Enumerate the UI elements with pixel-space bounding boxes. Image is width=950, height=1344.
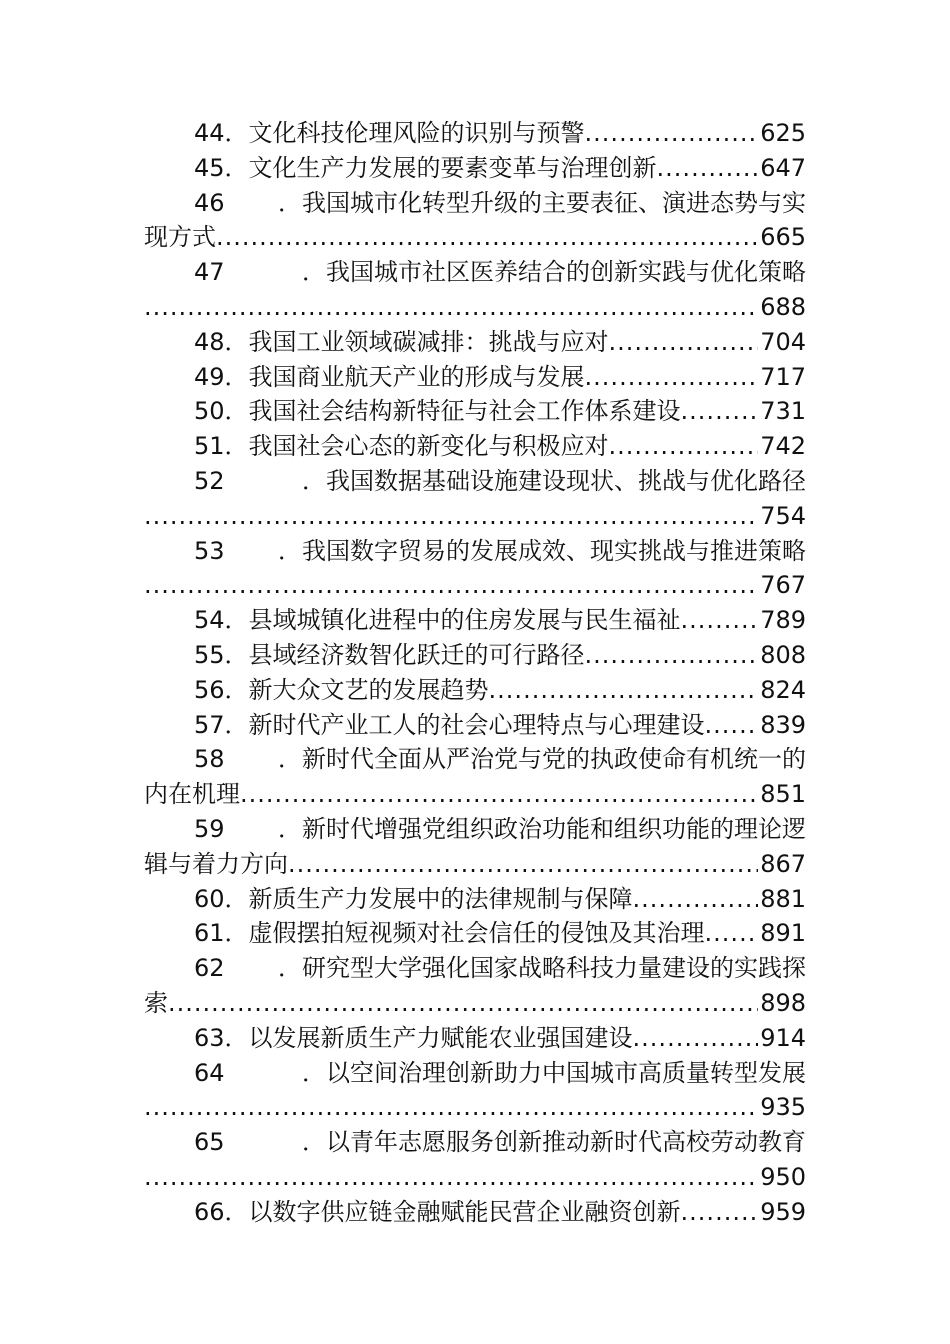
toc-entry-page: 647 [760,153,806,182]
dot-leader [681,1195,759,1230]
toc-entry-page: 704 [760,327,806,356]
toc-entry-number: 46 [194,188,225,217]
toc-entry[interactable] [144,742,806,812]
dot-leader [681,394,759,429]
toc-entry-title: ．我国城市化转型升级的主要表征、演进态势与实 [278,188,806,217]
dot-leader [489,673,759,708]
toc-entry-number: 47 [194,258,225,287]
toc-entry-page: 754 [760,501,806,530]
dot-leader [633,882,759,917]
toc-entry-title: ．我国城市社区医养结合的创新实践与优化策略 [302,258,806,287]
toc-entry-title: ．县域城镇化进程中的住房发展与民生福祉 [224,606,681,635]
dot-leader [609,429,759,464]
toc-entry[interactable] [144,882,806,917]
toc-entry-title: ．我国数据基础设施建设现状、挑战与优化路径 [302,466,806,495]
dot-leader [144,568,758,603]
toc-entry-title-continued: 索 [144,988,168,1017]
toc-entry-title: ．新时代全面从严治党与党的执政使命有机统一的 [278,745,806,774]
toc-entry-number: 45 [194,153,225,182]
toc-entry[interactable] [144,534,806,604]
dot-leader [633,1021,759,1056]
toc-entry-number: 65 [194,1128,225,1157]
toc-entry-number: 55 [194,640,225,669]
toc-entry-number: 56 [194,675,225,704]
dot-leader [705,916,759,951]
toc-entry-title: ．文化生产力发展的要素变革与治理创新 [224,153,657,182]
dot-leader [585,638,759,673]
toc-entry-number: 61 [194,919,225,948]
dot-leader [144,290,758,325]
toc-entry-title: ．新大众文艺的发展趋势 [224,675,489,704]
toc-entry-page: 824 [760,675,806,704]
toc-entry-page: 839 [760,710,806,739]
toc-entry[interactable] [144,1195,806,1230]
toc-entry-title: ．我国商业航天产业的形成与发展 [224,362,585,391]
toc-entry[interactable] [144,360,806,395]
toc-entry-page: 914 [760,1023,806,1052]
toc-entry-title: ．以青年志愿服务创新推动新时代高校劳动教育 [302,1128,806,1157]
dot-leader [609,325,759,360]
toc-entry-number: 53 [194,536,225,565]
toc-entry-page: 950 [760,1162,806,1191]
toc-entry[interactable] [144,394,806,429]
toc-entry-page: 665 [760,223,806,252]
toc-entry-title: ．我国社会心态的新变化与积极应对 [224,432,609,461]
toc-entry-title: ．以发展新质生产力赋能农业强国建设 [224,1023,633,1052]
dot-leader [681,603,759,638]
toc-entry[interactable] [144,255,806,325]
toc-entry-number: 64 [194,1058,225,1087]
toc-entry[interactable] [144,464,806,534]
toc-entry[interactable] [144,603,806,638]
toc-entry[interactable] [144,951,806,1021]
toc-entry-title: ．我国工业领域碳减排：挑战与应对 [224,327,609,356]
toc-entry[interactable] [144,116,806,151]
toc-entry-number: 57 [194,710,225,739]
dot-leader [144,1160,758,1195]
toc-entry-title-continued: 辑与着力方向 [144,849,288,878]
toc-entry-title-continued: 内在机理 [144,780,240,809]
toc-entry-page: 898 [760,988,806,1017]
toc-entry-page: 867 [760,849,806,878]
toc-entry-page: 688 [760,292,806,321]
dot-leader [585,360,759,395]
toc-entry-page: 731 [760,397,806,426]
toc-entry-page: 881 [760,884,806,913]
dot-leader [144,1090,758,1125]
toc-entry-page: 717 [760,362,806,391]
toc-entry-title: ．县域经济数智化跃迁的可行路径 [224,640,585,669]
toc-entry-number: 50 [194,397,225,426]
dot-leader [168,986,758,1021]
toc-entry-number: 58 [194,745,225,774]
toc-entry[interactable] [144,673,806,708]
toc-entry-page: 959 [760,1197,806,1226]
toc-entry-title: ．以空间治理创新助力中国城市高质量转型发展 [302,1058,806,1087]
toc-entry-page: 789 [760,606,806,635]
toc-entry-number: 44 [194,119,225,147]
toc-entry-title: ．新时代增强党组织政治功能和组织功能的理论逻 [278,814,806,843]
toc-entry-title-continued: 现方式 [144,223,216,252]
dot-leader [657,151,759,186]
toc-entry[interactable] [144,1125,806,1195]
toc-entry-number: 59 [194,814,225,843]
toc-entry-title: ．我国社会结构新特征与社会工作体系建设 [224,397,681,426]
toc-entry-title: ．研究型大学强化国家战略科技力量建设的实践探 [278,954,806,983]
toc-entry[interactable] [144,916,806,951]
toc-entry-page: 625 [760,119,806,147]
toc-entry[interactable] [144,1021,806,1056]
dot-leader [705,708,759,743]
toc-entry[interactable] [144,186,806,256]
table-of-contents [144,116,806,1230]
dot-leader [288,847,758,882]
toc-entry-page: 742 [760,432,806,461]
toc-entry-page: 767 [760,571,806,600]
toc-entry-title: ．我国数字贸易的发展成效、现实挑战与推进策略 [278,536,806,565]
toc-entry-page: 891 [760,919,806,948]
toc-entry[interactable] [144,429,806,464]
toc-entry-title: ．新时代产业工人的社会心理特点与心理建设 [224,710,705,739]
toc-entry-page: 851 [760,780,806,809]
toc-entry[interactable] [144,812,806,882]
dot-leader [240,777,758,812]
dot-leader [144,499,758,534]
toc-entry-number: 63 [194,1023,225,1052]
toc-entry-number: 54 [194,606,225,635]
toc-entry-number: 60 [194,884,225,913]
dot-leader [585,116,759,151]
dot-leader [216,220,758,255]
toc-entry-number: 66 [194,1197,225,1226]
toc-entry-page: 808 [760,640,806,669]
toc-entry-title: ．新质生产力发展中的法律规制与保障 [224,884,633,913]
toc-entry-number: 52 [194,466,225,495]
toc-entry-number: 51 [194,432,225,461]
toc-entry-page: 935 [760,1093,806,1122]
toc-entry[interactable] [144,638,806,673]
toc-entry-title: ．文化科技伦理风险的识别与预警 [224,119,585,147]
toc-entry-number: 49 [194,362,225,391]
toc-entry-number: 48 [194,327,225,356]
toc-entry[interactable] [144,325,806,360]
toc-entry-number: 62 [194,954,225,983]
toc-entry[interactable] [144,1056,806,1126]
toc-entry[interactable] [144,708,806,743]
toc-entry-title: ．虚假摆拍短视频对社会信任的侵蚀及其治理 [224,919,705,948]
toc-entry-title: ．以数字供应链金融赋能民营企业融资创新 [224,1197,681,1226]
toc-entry[interactable] [144,151,806,186]
